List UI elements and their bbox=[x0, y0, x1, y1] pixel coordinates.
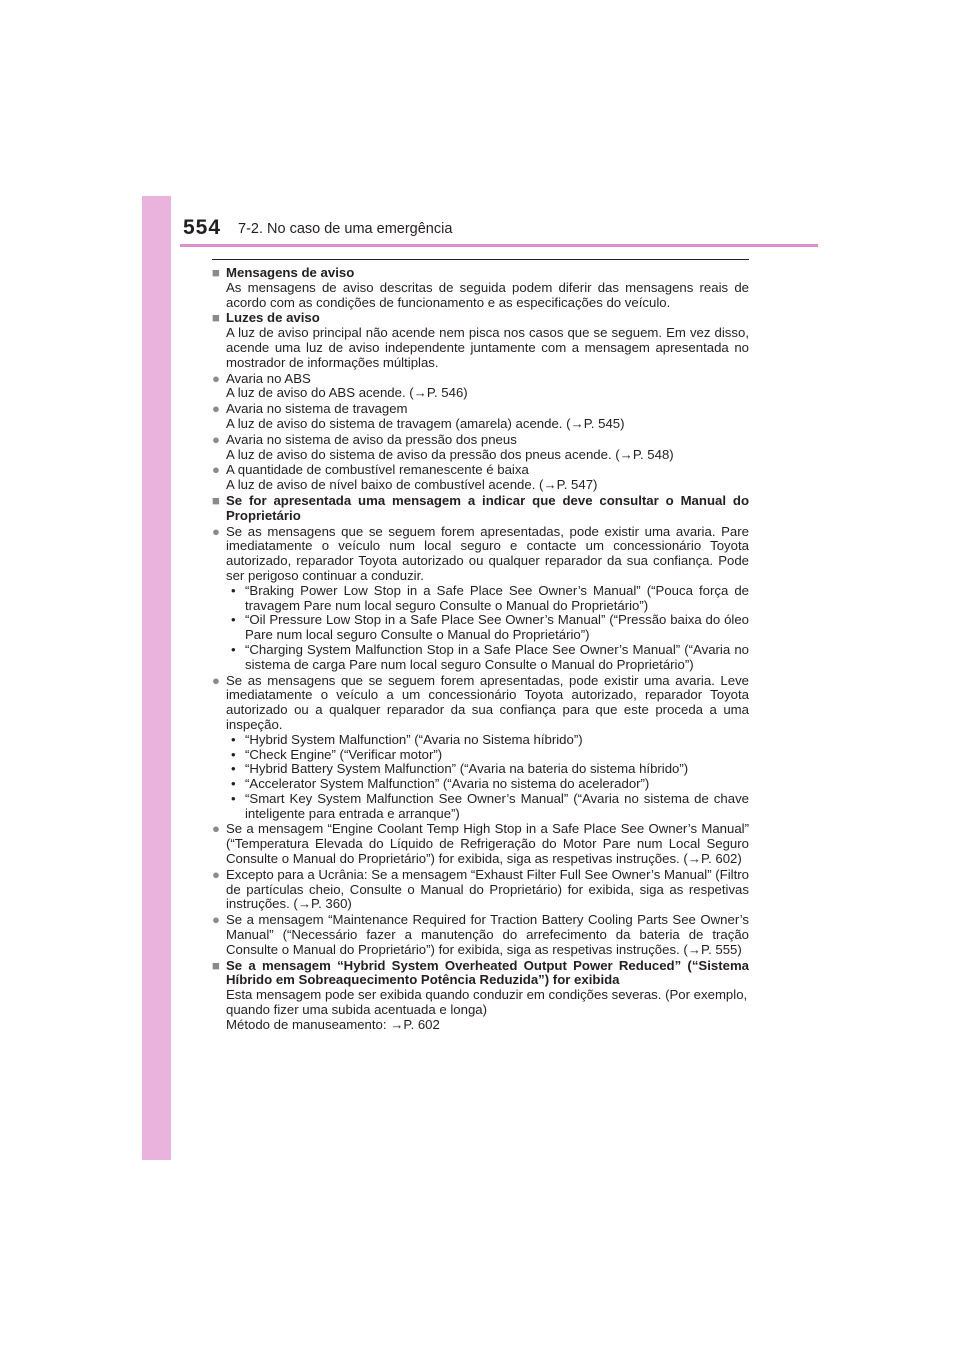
section-body: As mensagens de aviso descritas de seguida podem diferir das mensagens reais de acordo com as condições de funcionamento e as especificações do veículo. bbox=[226, 279, 749, 310]
item-text: Se as mensagens que se seguem forem apresentadas, pode existir uma avaria. Leve imediatamente o veículo a um concessionário Toyota autorizado, reparador Toyota autorizado ou a qualquer reparador da sua confiança para que este proceda a uma inspeção. bbox=[226, 672, 749, 732]
section-heading: Se for apresentada uma mensagem a indicar que deve consultar o Manual do Proprietário bbox=[226, 492, 749, 523]
item-title: A quantidade de combustível remanescente é baixa bbox=[226, 462, 529, 478]
item-text: A luz de aviso do sistema de travagem (amarela) acende. (→P. 545) bbox=[226, 415, 625, 431]
list-item bbox=[212, 674, 749, 822]
list-item bbox=[212, 402, 749, 432]
item-title: Avaria no sistema de travagem bbox=[226, 401, 408, 417]
main-content bbox=[212, 265, 749, 1033]
message-bullet: • “Hybrid Battery System Malfunction” (“Avaria na bateria do sistema híbrido”) bbox=[226, 762, 749, 777]
round-bullet-icon: ● bbox=[212, 672, 220, 688]
round-bullet-icon: ● bbox=[212, 401, 220, 417]
section-divider bbox=[212, 259, 749, 260]
bullet-icon: • bbox=[231, 746, 236, 762]
list-item bbox=[212, 913, 749, 957]
page-header-title: 7-2. No caso de uma emergência bbox=[238, 221, 453, 237]
list-item bbox=[212, 868, 749, 912]
section-heading: Luzes de aviso bbox=[226, 310, 320, 326]
bullet-icon: • bbox=[231, 582, 236, 598]
square-bullet-icon: ■ bbox=[212, 265, 220, 280]
chapter-tab-bar bbox=[142, 196, 171, 1160]
section-hybrid-overheated bbox=[212, 959, 749, 1033]
item-text: Excepto para a Ucrânia: Se a mensagem “Exhaust Filter Full See Owner’s Manual” (Filtro de partículas cheio, Consulte o Manual do Proprietário) for exibida, siga as respetivas instruções. (→P. 360) bbox=[226, 866, 749, 912]
bullet-icon: • bbox=[231, 731, 236, 747]
list-item bbox=[212, 372, 749, 402]
message-bullet: • “Braking Power Low Stop in a Safe Place See Owner’s Manual” (“Pouca força de travagem Pare num local seguro Consulte o Manual do Proprietário”) bbox=[226, 584, 749, 614]
round-bullet-icon: ● bbox=[212, 370, 220, 386]
section-body: Esta mensagem pode ser exibida quando conduzir em condições severas. (Por exemplo, quando fizer uma subida acentuada e longa) bbox=[226, 987, 748, 1018]
message-bullet: • “Hybrid System Malfunction” (“Avaria no Sistema híbrido”) bbox=[226, 733, 749, 748]
bullet-icon: • bbox=[231, 641, 236, 657]
item-text: A luz de aviso de nível baixo de combustível acende. (→P. 547) bbox=[226, 477, 598, 493]
page-number: 554 bbox=[183, 216, 222, 239]
handling-method: Método de manuseamento: →P. 602 bbox=[226, 1016, 440, 1032]
bullet-icon: • bbox=[231, 761, 236, 777]
section-warning-messages bbox=[212, 266, 749, 310]
list-item bbox=[212, 433, 749, 463]
round-bullet-icon: ● bbox=[212, 821, 220, 837]
item-text: A luz de aviso do ABS acende. (→P. 546) bbox=[226, 385, 468, 401]
section-warning-lights bbox=[212, 311, 749, 493]
message-bullet: • “Oil Pressure Low Stop in a Safe Place See Owner’s Manual” (“Pressão baixa do óleo Pare num local seguro Consulte o Manual do Proprietário”) bbox=[226, 613, 749, 643]
square-bullet-icon: ■ bbox=[212, 492, 220, 508]
section-heading: Mensagens de aviso bbox=[226, 265, 355, 280]
item-title: Avaria no sistema de aviso da pressão dos pneus bbox=[226, 431, 517, 447]
round-bullet-icon: ● bbox=[212, 523, 220, 539]
list-item bbox=[212, 822, 749, 866]
section-owners-manual-messages bbox=[212, 494, 749, 958]
list-item bbox=[212, 463, 749, 493]
message-bullet: • “Charging System Malfunction Stop in a Safe Place See Owner’s Manual” (“Avaria no sistema de carga Pare num local seguro Consulte o Manual do Proprietário”) bbox=[226, 643, 749, 673]
round-bullet-icon: ● bbox=[212, 462, 220, 478]
section-body: A luz de aviso principal não acende nem pisca nos casos que se seguem. Em vez disso, acende uma luz de aviso independente juntamente com a mensagem apresentada no mostrador de informações múltiplas. bbox=[226, 325, 749, 370]
header-rule bbox=[180, 244, 818, 247]
round-bullet-icon: ● bbox=[212, 912, 220, 928]
message-bullet: • “Accelerator System Malfunction” (“Avaria no sistema do acelerador”) bbox=[226, 777, 749, 792]
item-text: Se as mensagens que se seguem forem apresentadas, pode existir uma avaria. Pare imediatamente o veículo num local seguro e contacte um concessionário Toyota autorizado, reparador Toyota autorizado ou qualquer reparador da sua confiança. Pode ser perigoso continuar a conduzir. bbox=[226, 523, 749, 583]
bullet-icon: • bbox=[231, 790, 236, 806]
item-text: Se a mensagem “Engine Coolant Temp High Stop in a Safe Place See Owner’s Manual” (“Temperatura Elevada do Líquido de Refrigeração do Motor Pare num Local Seguro Consulte o Manual do Proprietário”) for exibida, siga as respetivas instruções. (→P. 602) bbox=[226, 821, 749, 867]
round-bullet-icon: ● bbox=[212, 866, 220, 882]
message-bullet: • “Smart Key System Malfunction See Owner’s Manual” (“Avaria no sistema de chave inteligente para entrada e arranque”) bbox=[226, 792, 749, 822]
square-bullet-icon: ■ bbox=[212, 310, 220, 326]
round-bullet-icon: ● bbox=[212, 431, 220, 447]
message-bullet: • “Check Engine” (“Verificar motor”) bbox=[226, 748, 749, 763]
item-text: A luz de aviso do sistema de aviso da pressão dos pneus acende. (→P. 548) bbox=[226, 446, 674, 462]
bullet-icon: • bbox=[231, 612, 236, 628]
bullet-icon: • bbox=[231, 776, 236, 792]
section-heading: Se a mensagem “Hybrid System Overheated Output Power Reduced” (“Sistema Híbrido em Sobreaquecimento Potência Reduzida”) for exibida bbox=[226, 957, 749, 988]
item-title: Avaria no ABS bbox=[226, 370, 311, 386]
item-text: Se a mensagem “Maintenance Required for Traction Battery Cooling Parts See Owner’s Manual” (“Necessário fazer a manutenção do arrefecimento da bateria de tração Consulte o Manual do Proprietário”) for exibida, siga as respetivas instruções. (→P. 555) bbox=[226, 912, 749, 957]
list-item bbox=[212, 525, 749, 673]
square-bullet-icon: ■ bbox=[212, 957, 220, 973]
